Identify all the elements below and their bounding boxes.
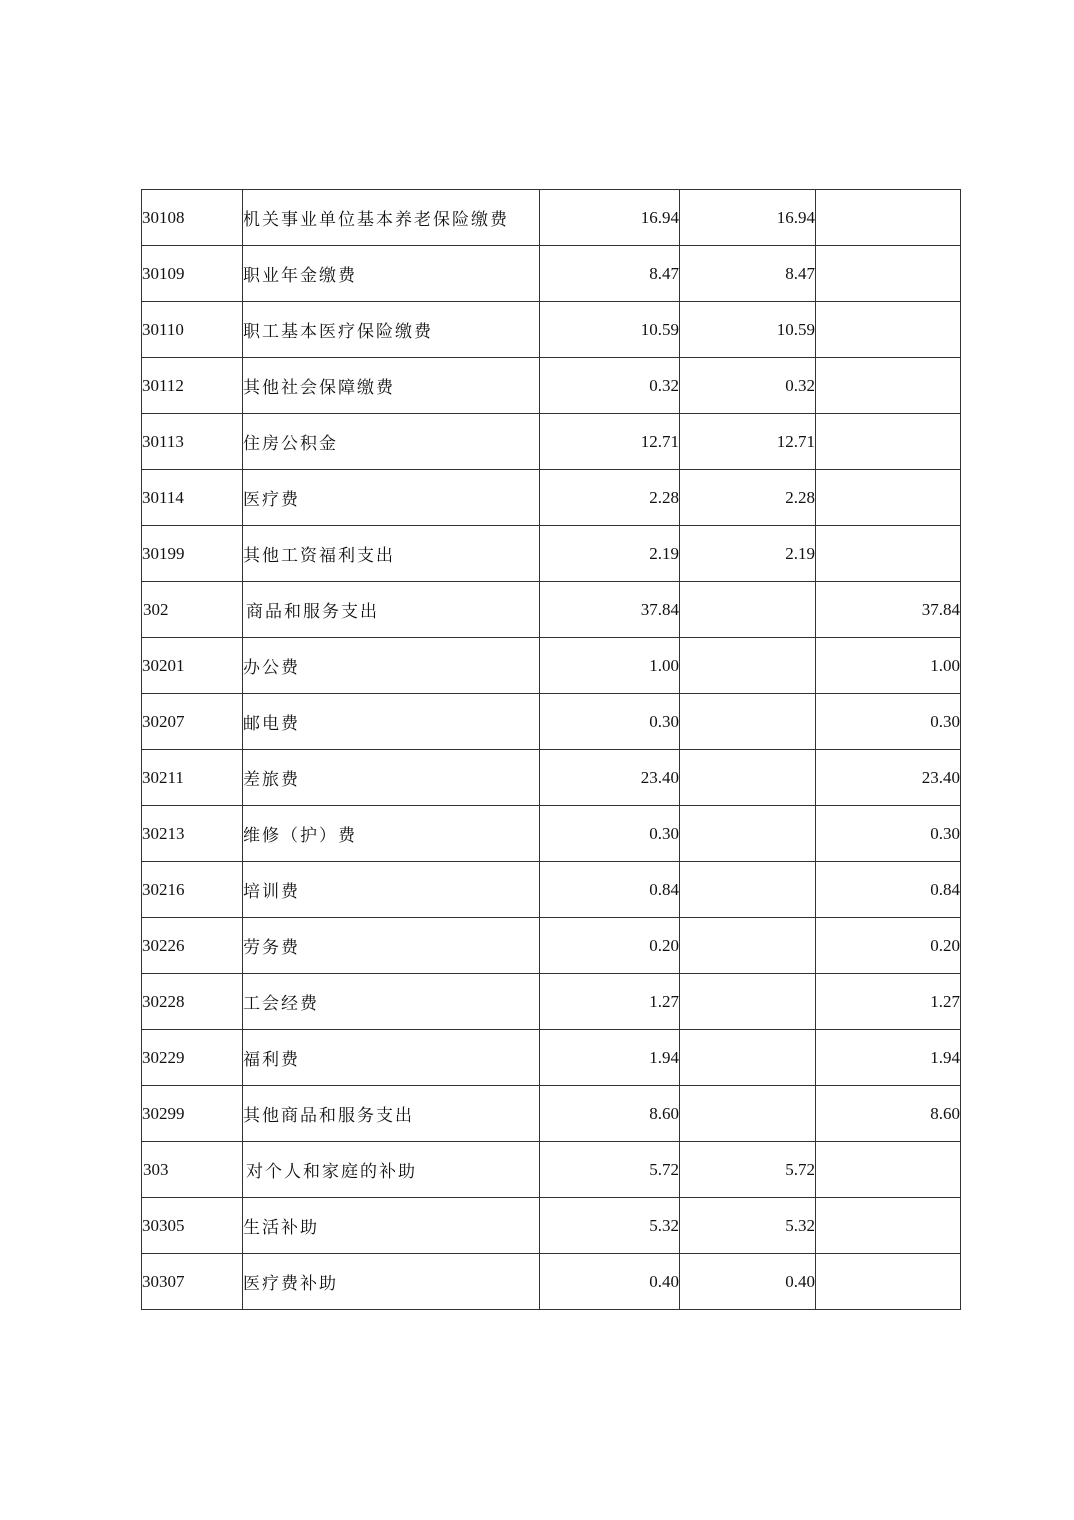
basic-expenditure-cell	[680, 806, 816, 862]
total-amount-cell: 37.84	[540, 582, 680, 638]
economic-code-cell: 30226	[142, 918, 243, 974]
table-row	[142, 974, 961, 1030]
basic-expenditure-cell	[680, 974, 816, 1030]
total-amount-cell: 12.71	[540, 414, 680, 470]
economic-code-cell: 30201	[142, 638, 243, 694]
total-amount-cell: 23.40	[540, 750, 680, 806]
project-expenditure-cell: 0.84	[816, 862, 961, 918]
economic-code-cell: 30114	[142, 470, 243, 526]
economic-code-cell: 30216	[142, 862, 243, 918]
item-name-cell: 生活补助	[243, 1198, 540, 1254]
total-amount-cell: 1.94	[540, 1030, 680, 1086]
project-expenditure-cell: 8.60	[816, 1086, 961, 1142]
economic-code-cell: 30108	[142, 190, 243, 246]
total-amount-cell: 8.47	[540, 246, 680, 302]
basic-expenditure-cell: 5.32	[680, 1198, 816, 1254]
total-amount-cell: 2.19	[540, 526, 680, 582]
basic-expenditure-cell	[680, 862, 816, 918]
project-expenditure-cell: 0.30	[816, 806, 961, 862]
total-amount-cell: 0.84	[540, 862, 680, 918]
basic-expenditure-cell: 2.28	[680, 470, 816, 526]
table-row	[142, 1086, 961, 1142]
basic-expenditure-cell	[680, 918, 816, 974]
project-expenditure-cell	[816, 246, 961, 302]
table-row	[142, 1030, 961, 1086]
item-name-cell: 福利费	[243, 1030, 540, 1086]
total-amount-cell: 8.60	[540, 1086, 680, 1142]
basic-expenditure-cell: 2.19	[680, 526, 816, 582]
basic-expenditure-cell: 8.47	[680, 246, 816, 302]
total-amount-cell: 2.28	[540, 470, 680, 526]
project-expenditure-cell: 1.00	[816, 638, 961, 694]
economic-code-cell: 303	[142, 1142, 243, 1198]
item-name-cell: 劳务费	[243, 918, 540, 974]
table-row	[142, 470, 961, 526]
project-expenditure-cell: 1.94	[816, 1030, 961, 1086]
project-expenditure-cell: 1.27	[816, 974, 961, 1030]
basic-expenditure-cell: 12.71	[680, 414, 816, 470]
project-expenditure-cell	[816, 1254, 961, 1310]
project-expenditure-cell: 37.84	[816, 582, 961, 638]
total-amount-cell: 5.32	[540, 1198, 680, 1254]
table-row	[142, 806, 961, 862]
item-name-cell: 对个人和家庭的补助	[243, 1142, 540, 1198]
table-row	[142, 918, 961, 974]
item-name-cell: 邮电费	[243, 694, 540, 750]
item-name-cell: 培训费	[243, 862, 540, 918]
total-amount-cell: 0.32	[540, 358, 680, 414]
basic-expenditure-cell: 10.59	[680, 302, 816, 358]
table-row	[142, 190, 961, 246]
item-name-cell: 工会经费	[243, 974, 540, 1030]
basic-expenditure-cell: 5.72	[680, 1142, 816, 1198]
item-name-cell: 其他社会保障缴费	[243, 358, 540, 414]
table-row	[142, 638, 961, 694]
item-name-cell: 办公费	[243, 638, 540, 694]
economic-code-cell: 302	[142, 582, 243, 638]
economic-code-cell: 30211	[142, 750, 243, 806]
table-row	[142, 358, 961, 414]
item-name-cell: 职工基本医疗保险缴费	[243, 302, 540, 358]
item-name-cell: 医疗费补助	[243, 1254, 540, 1310]
economic-code-cell: 30229	[142, 1030, 243, 1086]
item-name-cell: 住房公积金	[243, 414, 540, 470]
item-name-cell: 其他商品和服务支出	[243, 1086, 540, 1142]
basic-expenditure-cell	[680, 638, 816, 694]
item-name-cell: 机关事业单位基本养老保险缴费	[243, 190, 540, 246]
basic-expenditure-cell: 0.32	[680, 358, 816, 414]
item-name-cell: 其他工资福利支出	[243, 526, 540, 582]
basic-expenditure-cell	[680, 582, 816, 638]
project-expenditure-cell	[816, 414, 961, 470]
total-amount-cell: 1.27	[540, 974, 680, 1030]
basic-expenditure-cell	[680, 694, 816, 750]
project-expenditure-cell	[816, 526, 961, 582]
total-amount-cell: 0.40	[540, 1254, 680, 1310]
basic-expenditure-cell	[680, 1086, 816, 1142]
basic-expenditure-cell	[680, 750, 816, 806]
table-row	[142, 526, 961, 582]
project-expenditure-cell	[816, 190, 961, 246]
total-amount-cell: 16.94	[540, 190, 680, 246]
basic-expenditure-cell: 16.94	[680, 190, 816, 246]
item-name-cell: 职业年金缴费	[243, 246, 540, 302]
total-amount-cell: 0.20	[540, 918, 680, 974]
item-name-cell: 医疗费	[243, 470, 540, 526]
economic-code-cell: 30213	[142, 806, 243, 862]
table-row	[142, 1198, 961, 1254]
table-row	[142, 302, 961, 358]
item-name-cell: 差旅费	[243, 750, 540, 806]
basic-expenditure-cell	[680, 1030, 816, 1086]
project-expenditure-cell	[816, 1198, 961, 1254]
economic-code-cell: 30207	[142, 694, 243, 750]
project-expenditure-cell	[816, 470, 961, 526]
table-row	[142, 1254, 961, 1310]
table-row	[142, 1142, 961, 1198]
economic-code-cell: 30113	[142, 414, 243, 470]
total-amount-cell: 0.30	[540, 694, 680, 750]
expenditure-table-body	[142, 190, 961, 1310]
economic-code-cell: 30109	[142, 246, 243, 302]
economic-code-cell: 30110	[142, 302, 243, 358]
economic-code-cell: 30112	[142, 358, 243, 414]
project-expenditure-cell	[816, 1142, 961, 1198]
item-name-cell: 商品和服务支出	[243, 582, 540, 638]
economic-code-cell: 30199	[142, 526, 243, 582]
table-row	[142, 750, 961, 806]
table-row	[142, 582, 961, 638]
economic-code-cell: 30228	[142, 974, 243, 1030]
project-expenditure-cell: 23.40	[816, 750, 961, 806]
table-row	[142, 246, 961, 302]
project-expenditure-cell	[816, 358, 961, 414]
expenditure-table	[141, 189, 961, 1310]
item-name-cell: 维修（护）费	[243, 806, 540, 862]
total-amount-cell: 0.30	[540, 806, 680, 862]
table-row	[142, 862, 961, 918]
economic-code-cell: 30307	[142, 1254, 243, 1310]
project-expenditure-cell	[816, 302, 961, 358]
total-amount-cell: 1.00	[540, 638, 680, 694]
project-expenditure-cell: 0.20	[816, 918, 961, 974]
table-row	[142, 694, 961, 750]
project-expenditure-cell: 0.30	[816, 694, 961, 750]
total-amount-cell: 5.72	[540, 1142, 680, 1198]
basic-expenditure-cell: 0.40	[680, 1254, 816, 1310]
economic-code-cell: 30299	[142, 1086, 243, 1142]
economic-code-cell: 30305	[142, 1198, 243, 1254]
table-row	[142, 414, 961, 470]
total-amount-cell: 10.59	[540, 302, 680, 358]
